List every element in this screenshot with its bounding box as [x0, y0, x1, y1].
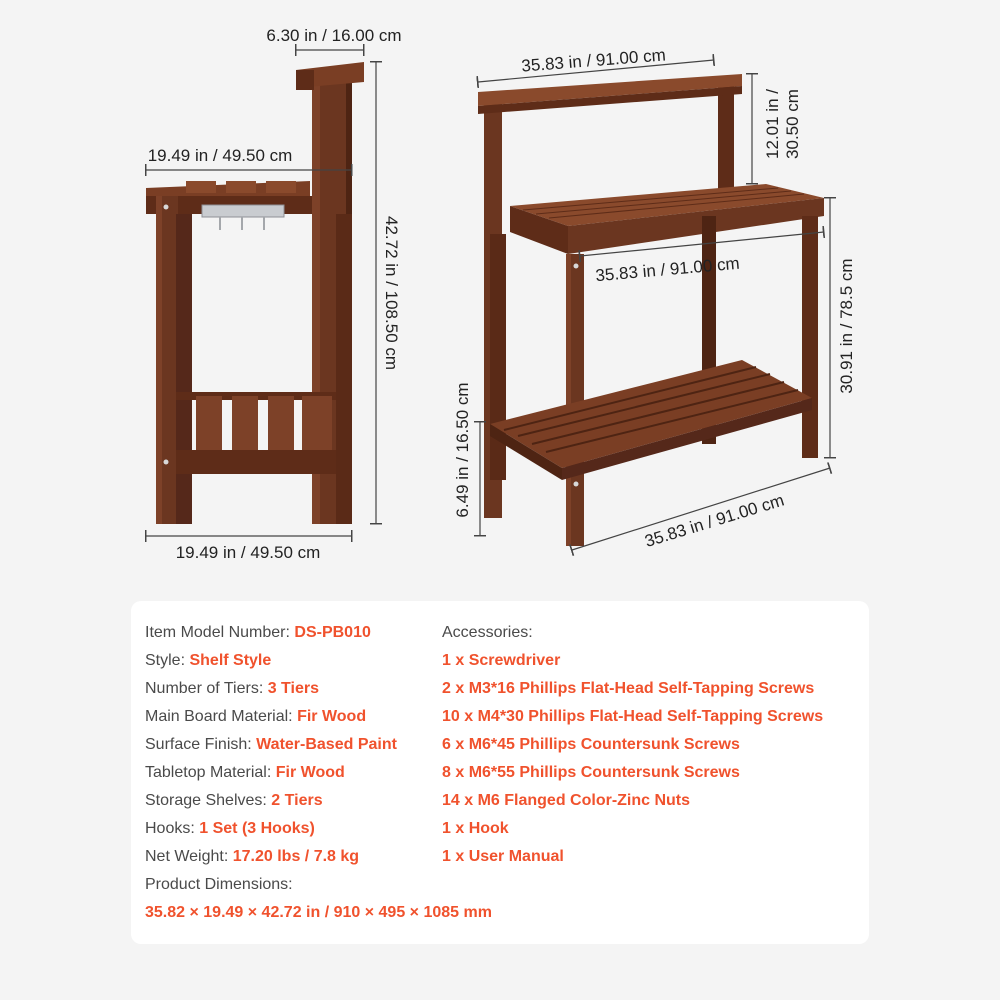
spec-value: 3 Tiers	[267, 680, 319, 697]
side-view-bench	[146, 62, 364, 524]
product-dimensions-value: 35.82 × 19.49 × 42.72 in / 910 × 495 × 1085 mm	[145, 904, 492, 921]
spec-row	[145, 818, 397, 846]
spec-row	[145, 622, 397, 650]
front-table-height-label: 30.91 in / 78.5 cm	[837, 258, 856, 394]
spec-label: Hooks:	[145, 820, 200, 837]
spec-label: Main Board Material:	[145, 708, 298, 725]
side-total-height-label: 42.72 in / 108.50 cm	[382, 215, 401, 371]
side-top-width-label: 6.30 in / 16.00 cm	[266, 26, 402, 45]
spec-label: Tabletop Material:	[145, 764, 276, 781]
accessory-item: 6 x M6*45 Phillips Countersunk Screws	[442, 736, 740, 753]
spec-value: 17.20 lbs / 7.8 kg	[232, 848, 360, 865]
spec-row	[145, 734, 397, 762]
accessory-item: 2 x M3*16 Phillips Flat-Head Self-Tapping Screws	[442, 680, 815, 697]
product-dimensions-label: Product Dimensions:	[145, 876, 293, 893]
spec-label: Style:	[145, 652, 190, 669]
spec-value: Water-Based Paint	[256, 736, 397, 753]
accessory-item: 14 x M6 Flanged Color-Zinc Nuts	[442, 792, 691, 809]
spec-label: Net Weight:	[145, 848, 233, 865]
accessory-item: 8 x M6*55 Phillips Countersunk Screws	[442, 764, 740, 781]
spec-label: Item Model Number:	[145, 624, 295, 641]
spec-label: Surface Finish:	[145, 736, 257, 753]
front-bottom-shelf-height-label: 6.49 in / 16.50 cm	[453, 382, 472, 518]
spec-value: Fir Wood	[275, 764, 345, 781]
spec-value: 1 Set (3 Hooks)	[199, 820, 315, 837]
accessory-item: 1 x Hook	[442, 820, 509, 837]
accessories-title: Accessories:	[442, 624, 533, 641]
spec-list	[145, 622, 397, 874]
side-table-depth-label: 19.49 in / 49.50 cm	[147, 146, 293, 165]
spec-row	[145, 846, 397, 874]
accessory-item: 10 x M4*30 Phillips Flat-Head Self-Tapping Screws	[442, 708, 824, 725]
spec-value: 2 Tiers	[271, 792, 323, 809]
spec-label: Storage Shelves:	[145, 792, 272, 809]
spec-row	[145, 678, 397, 706]
accessory-item: 1 x User Manual	[442, 848, 564, 865]
spec-label: Number of Tiers:	[145, 680, 268, 697]
spec-value: Fir Wood	[297, 708, 367, 725]
spec-value: DS-PB010	[294, 624, 371, 641]
spec-row	[145, 706, 397, 734]
accessories-list	[442, 622, 823, 874]
specifications-card	[131, 601, 869, 944]
spec-row	[145, 762, 397, 790]
front-table-width-label: 35.83 in / 91.00 cm	[594, 253, 741, 286]
front-base-width-label: 35.83 in / 91.00 cm	[642, 490, 787, 551]
spec-row	[145, 790, 397, 818]
accessory-item: 1 x Screwdriver	[442, 652, 561, 669]
side-base-depth-label: 19.49 in / 49.50 cm	[175, 543, 321, 562]
front-top-shelf-width-label: 35.83 in / 91.00 cm	[520, 45, 667, 76]
front-top-shelf-height-label: 12.01 in /30.50 cm	[763, 89, 802, 159]
spec-value: Shelf Style	[189, 652, 272, 669]
spec-row	[145, 650, 397, 678]
